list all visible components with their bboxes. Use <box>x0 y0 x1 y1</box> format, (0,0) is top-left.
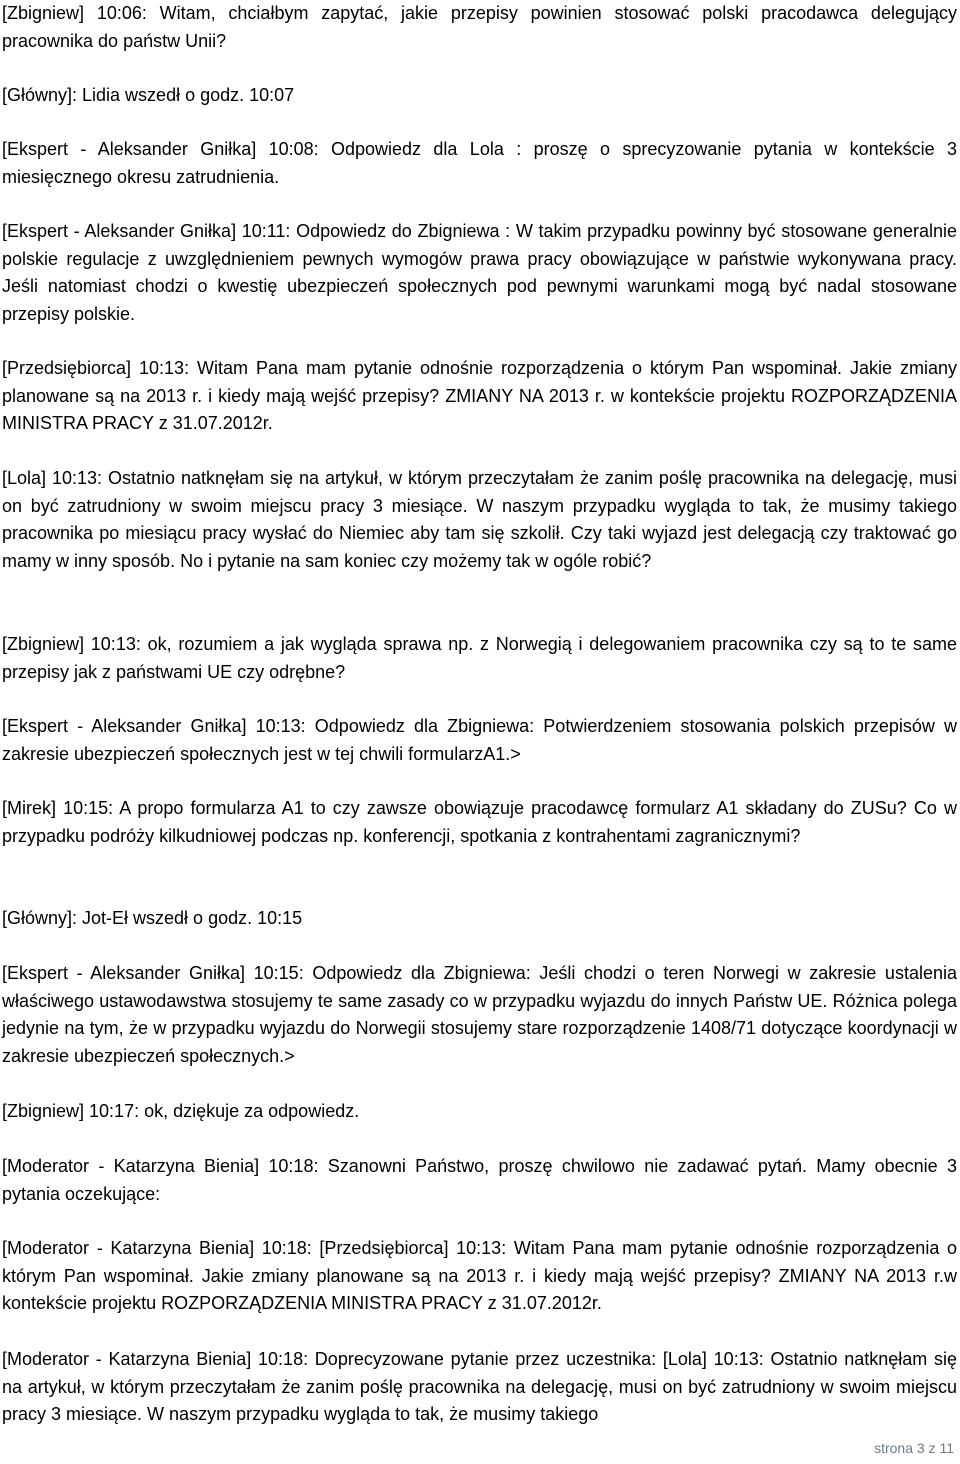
page-number: strona 3 z 11 <box>874 1440 954 1456</box>
chat-message: [Lola] 10:13: Ostatnio natknęłam się na artykuł, w którym przeczytałam że zanim poślę pracownika na delegację, musi on być zatrudniony w swoim miejscu pracy 3 miesiące. W naszym przypadku wygląda to tak, że musimy takiego pracownika po miesiącu pracy wysłać do Niemiec aby tam się szkolił. Czy taki wyjazd jest delegacją czy traktować go mamy w inny sposób. No i pytanie na sam koniec czy możemy tak w ogóle robić? <box>2 468 957 571</box>
chat-message: [Moderator - Katarzyna Bienia] 10:18: [Przedsiębiorca] 10:13: Witam Pana mam pytanie odnośnie rozporządzenia o którym Pan wspominał. Jakie zmiany planowane są na 2013 r. i kiedy mają wejść przepisy? ZMIANY NA 2013 r.w kontekście projektu ROZPORZĄDZENIA MINISTRA PRACY z 31.07.2012r. <box>2 1238 957 1313</box>
chat-message: [Główny]: Jot-Eł wszedł o godz. 10:15 <box>2 908 303 928</box>
chat-message: [Mirek] 10:15: A propo formularza A1 to czy zawsze obowiązuje pracodawcę formularz A1 składany do ZUSu? Co w przypadku podróży kilkudniowej podczas np. konferencji, spotkania z kontrahentami zagranicznymi? <box>2 798 957 846</box>
chat-message: [Ekspert - Aleksander Gniłka] 10:11: Odpowiedz do Zbigniewa : W takim przypadku powinny być stosowane generalnie polskie regulacje z uwzględnieniem pewnych wymogów prawa pracy obowiązujące w państwie wykonywana pracy. Jeśli natomiast chodzi o kwestię ubezpieczeń społecznych pod pewnymi warunkami mogą być nadal stosowane przepisy polskie. <box>2 221 957 324</box>
chat-message: [Zbigniew] 10:17: ok, dziękuje za odpowiedz. <box>2 1101 360 1121</box>
chat-message: [Ekspert - Aleksander Gniłka] 10:08: Odpowiedz dla Lola : proszę o sprecyzowanie pytania w kontekście 3 miesięcznego okresu zatrudnienia. <box>2 139 957 187</box>
chat-message: [Moderator - Katarzyna Bienia] 10:18: Szanowni Państwo, proszę chwilowo nie zadawać pytań. Mamy obecnie 3 pytania oczekujące: <box>2 1156 957 1204</box>
chat-message: [Ekspert - Aleksander Gniłka] 10:13: Odpowiedz dla Zbigniewa: Potwierdzeniem stosowania polskich przepisów w zakresie ubezpieczeń społecznych jest w tej chwili formularzA1.> <box>2 716 957 764</box>
chat-message: [Zbigniew] 10:13: ok, rozumiem a jak wygląda sprawa np. z Norwegią i delegowaniem pracownika czy są to te same przepisy jak z państwami UE czy odrębne? <box>2 634 957 682</box>
chat-message: [Główny]: Lidia wszedł o godz. 10:07 <box>2 85 295 105</box>
chat-message: [Moderator - Katarzyna Bienia] 10:18: Doprecyzowane pytanie przez uczestnika: [Lola] 10:13: Ostatnio natknęłam się na artykuł, w którym przeczytałam że zanim poślę pracownika na delegację, musi on być zatrudniony w swoim miejscu pracy 3 miesiące. W naszym przypadku wygląda to tak, że musimy takiego <box>2 1349 957 1424</box>
chat-message: [Zbigniew] 10:06: Witam, chciałbym zapytać, jakie przepisy powinien stosować polski pracodawca delegujący pracownika do państw Unii? <box>2 3 957 51</box>
chat-message: [Przedsiębiorca] 10:13: Witam Pana mam pytanie odnośnie rozporządzenia o którym Pan wspominał. Jakie zmiany planowane są na 2013 r. i kiedy mają wejść przepisy? ZMIANY NA 2013 r. w kontekście projektu ROZPORZĄDZENIA MINISTRA PRACY z 31.07.2012r. <box>2 358 957 433</box>
chat-message: [Ekspert - Aleksander Gniłka] 10:15: Odpowiedz dla Zbigniewa: Jeśli chodzi o teren Norwegi w zakresie ustalenia właściwego ustawodawstwa stosujemy te same zasady co w przypadku wyjazdu do innych Państw UE. Różnica polega jedynie na tym, że w przypadku wyjazdu do Norwegii stosujemy stare rozporządzenie 1408/71 dotyczące koordynacji w zakresie ubezpieczeń społecznych.> <box>2 963 957 1066</box>
